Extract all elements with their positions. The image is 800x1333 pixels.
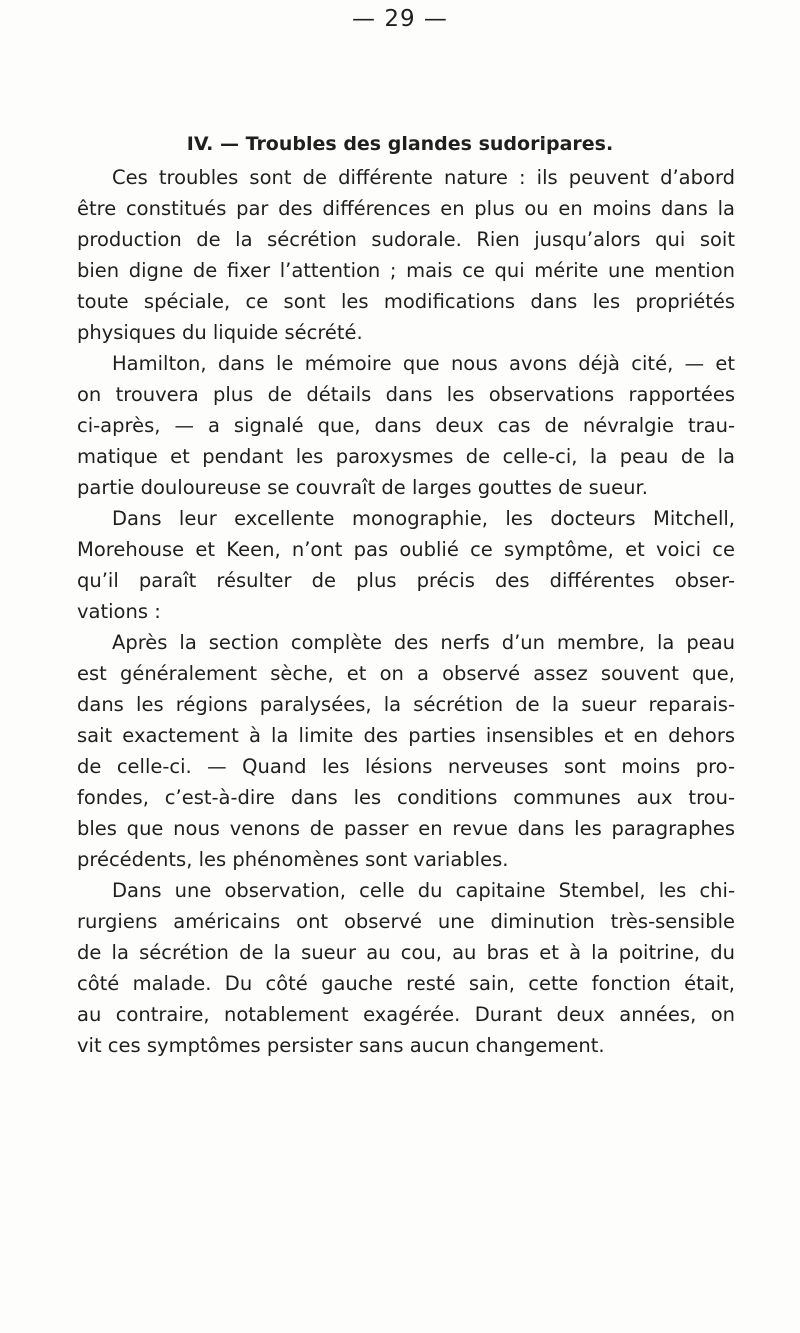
text-line: dans les régions paralysées, la sécrétion de la sueur reparais- (77, 693, 735, 716)
text-line: vations : (77, 600, 161, 623)
text-line: précédents, les phénomènes sont variables. (77, 848, 509, 871)
section-title: IV. — Troubles des glandes sudoripares. (186, 133, 614, 155)
text-line: partie douloureuse se couvraît de larges gouttes de sueur. (77, 476, 648, 499)
text-line: qu’il paraît résulter de plus précis des différentes obser- (77, 569, 735, 592)
text-line: de la sécrétion de la sueur au cou, au bras et à la poitrine, du (77, 941, 735, 964)
page-number: — 29 — (352, 6, 448, 32)
text-line: Dans une observation, celle du capitaine Stembel, les chi- (112, 879, 735, 902)
text-line: Morehouse et Keen, n’ont pas oublié ce symptôme, et voici ce (77, 538, 735, 561)
text-line: bles que nous venons de passer en revue dans les paragraphes (77, 817, 735, 840)
text-line: au contraire, notablement exagérée. Durant deux années, on (77, 1003, 735, 1026)
text-line: être constitués par des différences en plus ou en moins dans la (77, 197, 735, 220)
text-line: Après la section complète des nerfs d’un membre, la peau (112, 631, 735, 654)
text-line: toute spéciale, ce sont les modifications dans les propriétés (77, 290, 735, 313)
text-line: est généralement sèche, et on a observé assez souvent que, (77, 662, 735, 685)
text-line: de celle-ci. — Quand les lésions nerveuses sont moins pro- (77, 755, 735, 778)
text-line: on trouvera plus de détails dans les observations rapportées (77, 383, 735, 406)
text-line: rurgiens américains ont observé une diminution très-sensible (77, 910, 735, 933)
body-text (77, 162, 735, 1061)
text-line: Dans leur excellente monographie, les docteurs Mitchell, (112, 507, 735, 530)
text-line: production de la sécrétion sudorale. Rien jusqu’alors qui soit (77, 228, 735, 251)
text-line: Ces troubles sont de différente nature : ils peuvent d’abord (112, 166, 735, 189)
text-line: vit ces symptômes persister sans aucun changement. (77, 1034, 605, 1057)
text-line: fondes, c’est-à-dire dans les conditions communes aux trou- (77, 786, 735, 809)
text-line: Hamilton, dans le mémoire que nous avons déjà cité, — et (112, 352, 735, 375)
text-line: ci-après, — a signalé que, dans deux cas de névralgie trau- (77, 414, 735, 437)
text-line: sait exactement à la limite des parties insensibles et en dehors (77, 724, 735, 747)
text-line: bien digne de fixer l’attention ; mais ce qui mérite une mention (77, 259, 735, 282)
text-line: matique et pendant les paroxysmes de celle-ci, la peau de la (77, 445, 735, 468)
text-line: côté malade. Du côté gauche resté sain, cette fonction était, (77, 972, 735, 995)
text-line: physiques du liquide sécrété. (77, 321, 363, 344)
